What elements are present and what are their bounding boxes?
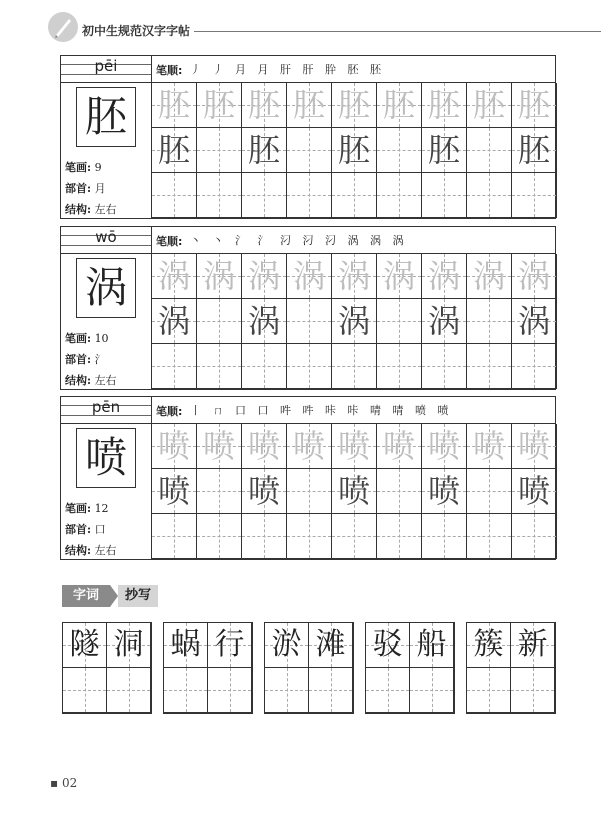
- sample-char: 喷: [247, 472, 280, 510]
- trace-char: 涡: [247, 257, 280, 295]
- word-cell[interactable]: [208, 623, 252, 668]
- word-cell[interactable]: [164, 668, 208, 713]
- grid-cell[interactable]: [377, 128, 422, 173]
- grid-cell[interactable]: [287, 173, 332, 218]
- grid-cell[interactable]: [287, 128, 332, 173]
- grid-cell[interactable]: [467, 469, 512, 514]
- practice-grid: [152, 254, 557, 389]
- word-cell[interactable]: [107, 668, 151, 713]
- stroke-count: 笔画: 10: [65, 332, 109, 345]
- tag-arrow-icon: [110, 585, 118, 607]
- sample-char: 胚: [247, 131, 280, 169]
- grid-cell[interactable]: [152, 469, 197, 514]
- grid-cell[interactable]: [332, 424, 377, 469]
- word-cell[interactable]: [511, 623, 555, 668]
- word-char: 行: [214, 627, 245, 662]
- grid-cell[interactable]: [152, 254, 197, 299]
- grid-cell[interactable]: [422, 424, 467, 469]
- trace-char: 涡: [382, 257, 415, 295]
- grid-cell[interactable]: [242, 469, 287, 514]
- grid-cell[interactable]: [242, 424, 287, 469]
- grid-cell[interactable]: [332, 469, 377, 514]
- grid-cell[interactable]: [512, 514, 557, 559]
- structure: 结构: 左右: [65, 544, 117, 557]
- grid-cell[interactable]: [422, 83, 467, 128]
- grid-cell[interactable]: [512, 254, 557, 299]
- trace-char: 胚: [517, 86, 550, 124]
- stroke-sequence: 丶 丶 氵 氵 汈 汈 汈 涡 涡 涡: [190, 234, 408, 247]
- sample-char: 涡: [247, 302, 280, 340]
- trace-char: 喷: [157, 427, 190, 465]
- grid-cell[interactable]: [152, 514, 197, 559]
- grid-cell[interactable]: [242, 299, 287, 344]
- page-header: [48, 10, 601, 50]
- grid-cell[interactable]: [422, 254, 467, 299]
- grid-cell[interactable]: [242, 128, 287, 173]
- grid-cell[interactable]: [152, 424, 197, 469]
- word-box: [163, 622, 253, 714]
- radical: 部首: 口: [65, 523, 106, 536]
- grid-cell[interactable]: [332, 83, 377, 128]
- structure: 结构: 左右: [65, 203, 117, 216]
- structure: 结构: 左右: [65, 374, 117, 387]
- section-tag-label: 字词: [62, 585, 110, 607]
- trace-char: 胚: [382, 86, 415, 124]
- grid-cell[interactable]: [287, 469, 332, 514]
- grid-cell[interactable]: [332, 514, 377, 559]
- trace-char: 胚: [337, 86, 370, 124]
- word-cell[interactable]: [208, 668, 252, 713]
- stroke-order: 笔顺: 丨 ㄇ 口 口 吽 吽 咔 咔 啨 啨 喷 喷: [152, 397, 555, 424]
- word-cell[interactable]: [410, 623, 454, 668]
- header-rule: [194, 31, 601, 32]
- sample-char: 胚: [157, 131, 190, 169]
- trace-char: 喷: [292, 427, 325, 465]
- word-cell[interactable]: [309, 623, 353, 668]
- pen-icon: [48, 12, 78, 42]
- grid-cell[interactable]: [287, 514, 332, 559]
- grid-cell[interactable]: [377, 469, 422, 514]
- stroke-count: 笔画: 12: [65, 502, 109, 515]
- word-cell[interactable]: [511, 668, 555, 713]
- trace-char: 涡: [292, 257, 325, 295]
- grid-cell[interactable]: [197, 514, 242, 559]
- grid-cell[interactable]: [422, 173, 467, 218]
- trace-char: 涡: [427, 257, 460, 295]
- word-char: 洞: [113, 627, 144, 662]
- grid-cell[interactable]: [332, 299, 377, 344]
- sample-char: 喷: [157, 472, 190, 510]
- grid-cell[interactable]: [377, 514, 422, 559]
- grid-cell[interactable]: [287, 254, 332, 299]
- grid-cell[interactable]: [467, 254, 512, 299]
- word-char: 簇: [473, 627, 504, 662]
- radical: 部首: 月: [65, 182, 106, 195]
- trace-char: 涡: [337, 257, 370, 295]
- stroke-order: 笔顺: 丶 丶 氵 氵 汈 汈 汈 涡 涡 涡: [152, 227, 555, 254]
- grid-cell[interactable]: [467, 344, 512, 389]
- grid-cell[interactable]: [377, 299, 422, 344]
- model-char-box: [76, 87, 136, 147]
- pinyin-box: [61, 397, 151, 424]
- grid-cell[interactable]: [332, 344, 377, 389]
- grid-cell[interactable]: [197, 424, 242, 469]
- stroke-sequence: 丨 ㄇ 口 口 吽 吽 咔 咔 啨 啨 喷 喷: [190, 404, 453, 417]
- practice-block: [60, 226, 556, 390]
- trace-char: 胚: [202, 86, 235, 124]
- practice-grid: [152, 424, 557, 559]
- grid-cell[interactable]: [512, 344, 557, 389]
- stroke-count: 笔画: 9: [65, 161, 102, 174]
- grid-cell[interactable]: [152, 344, 197, 389]
- grid-cell[interactable]: [287, 424, 332, 469]
- section-subtitle: 抄写: [118, 585, 158, 607]
- word-box: [264, 622, 354, 714]
- char-info: [61, 227, 152, 389]
- grid-cell[interactable]: [377, 424, 422, 469]
- grid-cell[interactable]: [197, 344, 242, 389]
- word-cell[interactable]: [467, 623, 511, 668]
- trace-char: 胚: [472, 86, 505, 124]
- grid-cell[interactable]: [197, 173, 242, 218]
- grid-cell[interactable]: [197, 128, 242, 173]
- trace-char: 喷: [337, 427, 370, 465]
- model-char: 胚: [84, 92, 127, 141]
- grid-cell[interactable]: [332, 173, 377, 218]
- grid-cell[interactable]: [152, 173, 197, 218]
- grid-cell[interactable]: [197, 469, 242, 514]
- trace-char: 涡: [157, 257, 190, 295]
- grid-cell[interactable]: [422, 514, 467, 559]
- grid-cell[interactable]: [512, 173, 557, 218]
- grid-cell[interactable]: [197, 299, 242, 344]
- sample-char: 涡: [157, 302, 190, 340]
- grid-cell[interactable]: [152, 83, 197, 128]
- grid-cell[interactable]: [332, 254, 377, 299]
- trace-char: 喷: [202, 427, 235, 465]
- grid-cell[interactable]: [422, 469, 467, 514]
- sample-char: 涡: [427, 302, 460, 340]
- word-cell[interactable]: [107, 623, 151, 668]
- trace-char: 涡: [472, 257, 505, 295]
- word-cell[interactable]: [63, 623, 107, 668]
- stroke-order: 笔顺: 丿 丿 月 月 肝 肝 肸 胚 胚: [152, 56, 555, 83]
- word-cell[interactable]: [410, 668, 454, 713]
- pinyin: pēi: [94, 57, 118, 75]
- trace-char: 喷: [382, 427, 415, 465]
- trace-char: 涡: [202, 257, 235, 295]
- grid-cell[interactable]: [377, 254, 422, 299]
- grid-cell[interactable]: [242, 83, 287, 128]
- header-title: 初中生规范汉字字帖: [82, 24, 191, 38]
- grid-cell[interactable]: [467, 424, 512, 469]
- grid-cell[interactable]: [512, 299, 557, 344]
- word-char: 蜗: [170, 627, 201, 662]
- word-char: 驳: [372, 627, 403, 662]
- word-char: 淤: [271, 627, 302, 662]
- sample-char: 喷: [337, 472, 370, 510]
- grid-cell[interactable]: [377, 173, 422, 218]
- trace-char: 胚: [247, 86, 280, 124]
- grid-cell[interactable]: [512, 469, 557, 514]
- trace-char: 喷: [472, 427, 505, 465]
- word-box: [62, 622, 152, 714]
- word-cell[interactable]: [309, 668, 353, 713]
- grid-cell[interactable]: [242, 344, 287, 389]
- pinyin: wō: [95, 228, 117, 246]
- trace-char: 胚: [157, 86, 190, 124]
- practice-block: [60, 396, 556, 560]
- char-info: [61, 397, 152, 559]
- sample-char: 胚: [517, 131, 550, 169]
- grid-cell[interactable]: [377, 344, 422, 389]
- trace-char: 喷: [247, 427, 280, 465]
- trace-char: 胚: [427, 86, 460, 124]
- word-cell[interactable]: [164, 623, 208, 668]
- page-number: ▪ 02: [50, 776, 78, 790]
- grid-cell[interactable]: [287, 83, 332, 128]
- stroke-sequence: 丿 丿 月 月 肝 肝 肸 胚 胚: [190, 63, 385, 76]
- grid-cell[interactable]: [152, 299, 197, 344]
- sample-char: 涡: [337, 302, 370, 340]
- grid-cell[interactable]: [467, 299, 512, 344]
- pinyin-box: [61, 227, 151, 254]
- grid-cell[interactable]: [377, 83, 422, 128]
- word-char: 滩: [315, 627, 346, 662]
- sample-char: 涡: [517, 302, 550, 340]
- grid-cell[interactable]: [197, 83, 242, 128]
- grid-cell[interactable]: [422, 128, 467, 173]
- practice-block: [60, 55, 556, 219]
- sample-char: 胚: [427, 131, 460, 169]
- grid-cell[interactable]: [287, 299, 332, 344]
- grid-cell[interactable]: [467, 83, 512, 128]
- word-cell[interactable]: [467, 668, 511, 713]
- grid-cell[interactable]: [197, 254, 242, 299]
- grid-cell[interactable]: [152, 128, 197, 173]
- grid-cell[interactable]: [242, 514, 287, 559]
- trace-char: 喷: [427, 427, 460, 465]
- grid-cell[interactable]: [287, 344, 332, 389]
- sample-char: 胚: [337, 131, 370, 169]
- word-cell[interactable]: [265, 668, 309, 713]
- grid-cell[interactable]: [467, 514, 512, 559]
- grid-cell[interactable]: [467, 128, 512, 173]
- trace-char: 胚: [292, 86, 325, 124]
- model-char: 涡: [84, 263, 127, 312]
- practice-grid: [152, 83, 557, 218]
- grid-cell[interactable]: [512, 128, 557, 173]
- word-char: 新: [517, 627, 548, 662]
- grid-cell[interactable]: [512, 83, 557, 128]
- model-char-box: [76, 258, 136, 318]
- grid-cell[interactable]: [512, 424, 557, 469]
- grid-cell[interactable]: [422, 344, 467, 389]
- word-cell[interactable]: [366, 623, 410, 668]
- char-info: [61, 56, 152, 218]
- trace-char: 涡: [517, 257, 550, 295]
- model-char: 喷: [84, 433, 127, 482]
- word-box: [365, 622, 455, 714]
- grid-cell[interactable]: [332, 128, 377, 173]
- trace-char: 喷: [517, 427, 550, 465]
- word-cell[interactable]: [265, 623, 309, 668]
- word-char: 隧: [69, 627, 100, 662]
- grid-cell[interactable]: [242, 254, 287, 299]
- word-cell[interactable]: [366, 668, 410, 713]
- grid-cell[interactable]: [467, 173, 512, 218]
- model-char-box: [76, 428, 136, 488]
- word-box: [466, 622, 556, 714]
- grid-cell[interactable]: [242, 173, 287, 218]
- word-char: 船: [416, 627, 447, 662]
- sample-char: 喷: [517, 472, 550, 510]
- sample-char: 喷: [427, 472, 460, 510]
- pinyin: pēn: [91, 398, 121, 416]
- pinyin-box: [61, 56, 151, 83]
- radical: 部首: 氵: [65, 353, 106, 366]
- word-cell[interactable]: [63, 668, 107, 713]
- grid-cell[interactable]: [422, 299, 467, 344]
